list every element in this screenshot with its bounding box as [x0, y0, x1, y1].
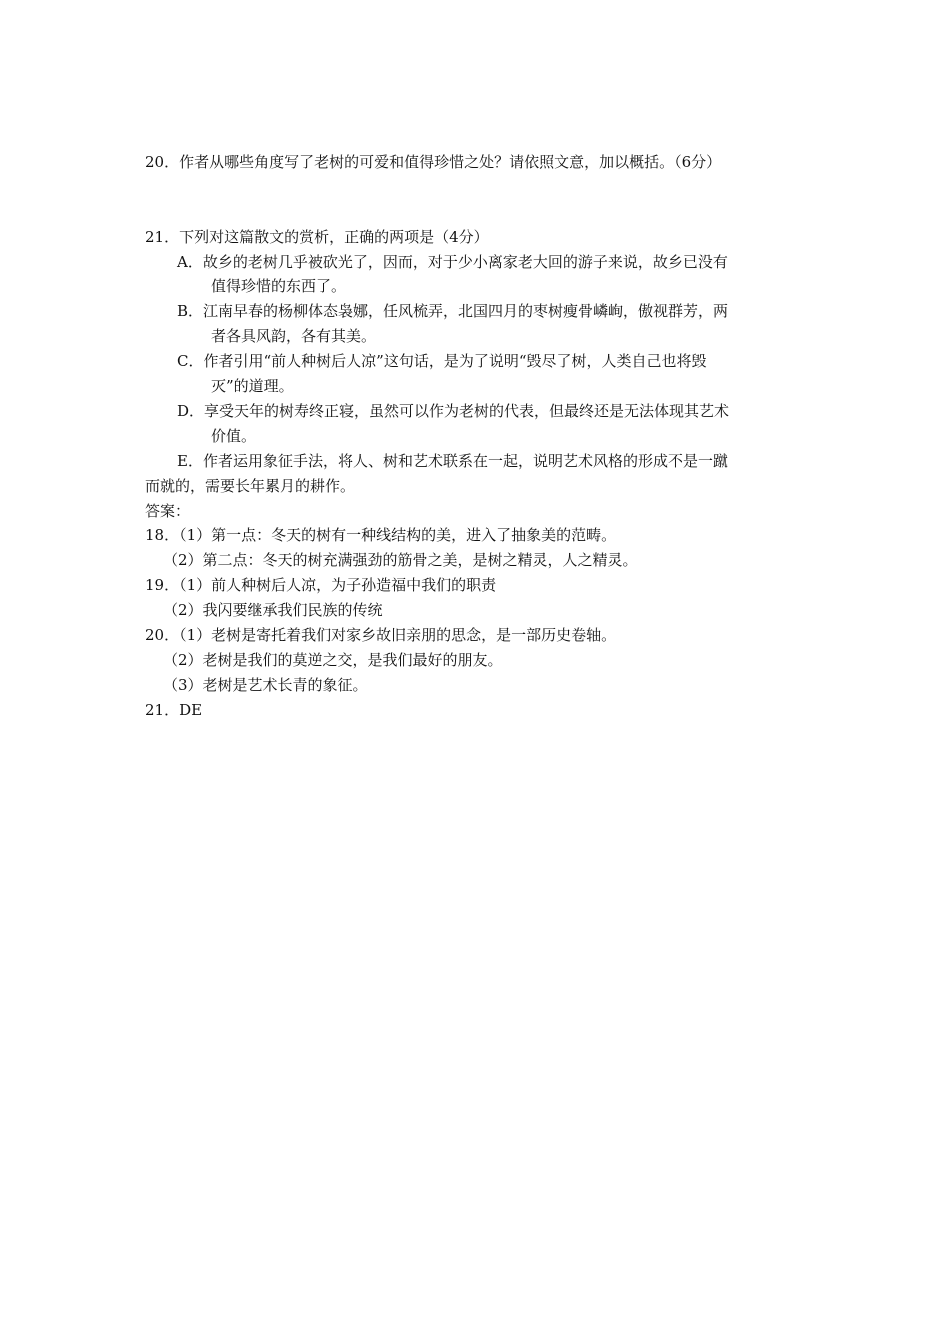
option-a-line-2: 值得珍惜的东西了。	[211, 277, 347, 295]
answer-20-point-2: （2）老树是我们的莫逆之交，是我们最好的朋友。	[163, 651, 503, 669]
question-20: 20．作者从哪些角度写了老树的可爱和值得珍惜之处？请依照文意，加以概括。（6分）	[145, 153, 722, 171]
answer-19-point-1: 19．（1）前人种树后人凉，为子孙造福中我们的职责	[145, 576, 497, 594]
option-b-line-2: 者各具风韵，各有其美。	[211, 327, 377, 345]
option-e-line-1: E．作者运用象征手法，将人、树和艺术联系在一起，说明艺术风格的形成不是一蹴	[177, 452, 728, 470]
answer-20-point-1: 20．（1）老树是寄托着我们对家乡故旧亲朋的思念，是一部历史卷轴。	[145, 626, 617, 644]
answers-heading: 答案：	[145, 502, 191, 520]
question-21-stem: 21．下列对这篇散文的赏析，正确的两项是（4分）	[145, 228, 489, 246]
option-e-line-2: 而就的，需要长年累月的耕作。	[145, 477, 356, 495]
answer-19-point-2: （2）我闪要继承我们民族的传统	[163, 601, 383, 619]
answer-18-point-1: 18．（1）第一点：冬天的树有一种线结构的美，进入了抽象美的范畴。	[145, 526, 617, 544]
answer-20-point-3: （3）老树是艺术长青的象征。	[163, 676, 368, 694]
option-c-line-2: 灭”的道理。	[211, 377, 294, 395]
option-b-line-1: B．江南早春的杨柳体态袅娜，任风梳弄，北国四月的枣树瘦骨嶙峋，傲视群芳，两	[177, 302, 729, 320]
option-a-line-1: A．故乡的老树几乎被砍光了，因而，对于少小离家老大回的游子来说，故乡已没有	[177, 253, 728, 271]
option-d-line-1: D．享受天年的树寿终正寝，虽然可以作为老树的代表，但最终还是无法体现其艺术	[177, 402, 730, 420]
answer-18-point-2: （2）第二点：冬天的树充满强劲的筋骨之美，是树之精灵，人之精灵。	[163, 551, 638, 569]
option-d-line-2: 价值。	[211, 427, 257, 445]
answer-21: 21．DE	[145, 701, 203, 719]
option-c-line-1: C．作者引用“前人种树后人凉”这句话，是为了说明“毁尽了树，人类自己也将毁	[177, 352, 707, 370]
